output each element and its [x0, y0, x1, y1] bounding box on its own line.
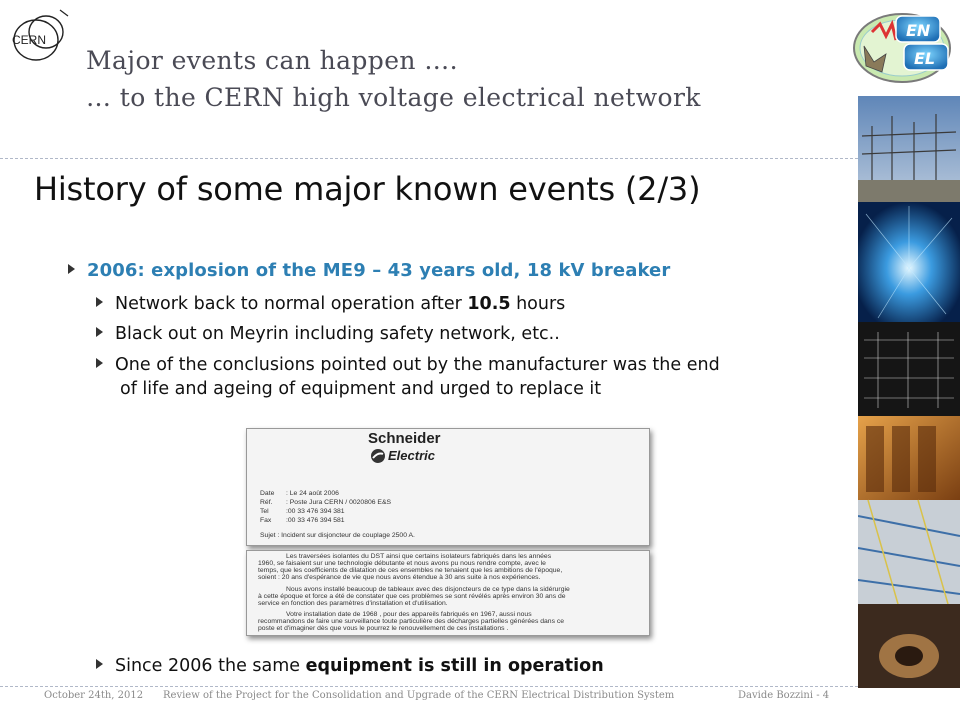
slide-title: [86, 42, 701, 116]
footer-author: Davide Bozzini - 4: [738, 690, 830, 701]
letter-fax-value: :00 33 476 394 581: [286, 517, 345, 524]
letter-tel-value: :00 33 476 394 381: [286, 508, 345, 515]
letter-date-value: : Le 24 août 2006: [286, 490, 339, 497]
cern-logo: [8, 6, 70, 68]
bullet-arrow-icon: [68, 264, 75, 274]
title-line-2: … to the CERN high voltage electrical network: [86, 83, 701, 112]
bullet-arrow-icon: [96, 358, 103, 368]
bullet-arrow-icon: [96, 297, 103, 307]
photo-strip: [858, 96, 960, 688]
letter-date-label: Date: [260, 490, 275, 497]
bullet-last: [96, 656, 604, 676]
bullet-sub-1-text-c: hours: [510, 294, 566, 314]
bullet-sub-3: [96, 355, 720, 375]
letter-p1-line-2: 1960, se faisaient sur une technologie débutante et nous avons pu nous rendre compte, avec le: [258, 560, 546, 567]
el-logo-text: EL: [914, 49, 936, 68]
bullet-sub-2: [96, 324, 560, 344]
letter-p2-line-3: service en fonction des paramètres d'installation et d'utilisation.: [258, 600, 448, 607]
letter-tel-label: Tel: [260, 508, 269, 515]
bullet-last-text-b: equipment is still in operation: [305, 656, 604, 676]
bullet-sub-3-line-1: One of the conclusions pointed out by the manufacturer was the end: [115, 355, 720, 375]
en-logo-text: EN: [906, 21, 931, 40]
letter-p3-line-1: Votre installation date de 1968 , pour des appareils fabriqués en 1967, aussi nous: [286, 611, 532, 618]
letter-p1-line-1: Les traversées isolantes du DST ainsi que certains isolateurs fabriqués dans les années: [286, 553, 552, 560]
letter-header-image: [246, 428, 650, 546]
letter-header-frame: [246, 428, 650, 546]
footer-divider: [0, 686, 858, 687]
letter-fax-label: Fax: [260, 517, 272, 524]
bullet-arrow-icon: [96, 327, 103, 337]
letter-p1-line-4: soient : 20 ans d'espérance de vie que nous avons étendue à 30 ans suite à nos expériences.: [258, 574, 541, 581]
bullet-sub-1-text-a: Network back to normal operation after: [115, 294, 468, 314]
letter-body-image: [246, 550, 650, 636]
bullet-arrow-icon: [96, 659, 103, 669]
letter-p2-line-1: Nous avons installé beaucoup de tableaux avec des disjoncteurs de ce type dans la sidérurgie: [286, 586, 570, 593]
bullet-main-text: 2006: explosion of the ME9 – 43 years old, 18 kV breaker: [87, 260, 671, 281]
bullet-sub-1-hours: 10.5: [467, 294, 511, 314]
letter-ref-label: Réf.: [260, 499, 273, 506]
bullet-last-text-a: Since 2006 the same: [115, 656, 306, 676]
letter-p3-line-2: recommandons de faire une surveillance toute particulière des décharges partielles générées dans ce: [258, 618, 565, 625]
letter-p2-line-2: à cette époque et force a été de constater que ces problèmes se sont révélés après environ 30 ans de: [258, 593, 566, 600]
letter-p1-line-3: temps, que les coefficients de dilatation de ces ensembles ne tenaient que les ambitions de l'époque,: [258, 567, 563, 574]
schneider-logo-text: Schneider: [368, 430, 441, 447]
en-el-logo: [846, 2, 954, 90]
letter-subject: Sujet : Incident sur disjoncteur de couplage 2500 A.: [260, 532, 415, 539]
schneider-logo-icon: [370, 448, 386, 464]
header-divider: [0, 158, 858, 159]
footer-title: Review of the Project for the Consolidation and Upgrade of the CERN Electrical Distribution System: [163, 690, 675, 701]
title-line-1: Major events can happen ….: [86, 46, 458, 75]
letter-p3-line-3: poste et d'imaginer dès que vous le pourrez le renouvellement de ces installations .: [258, 625, 509, 632]
slide-subtitle: History of some major known events (2/3): [34, 170, 701, 208]
bullet-sub-1: [96, 294, 565, 314]
cern-logo-text: CERN: [12, 33, 47, 47]
letter-ref-value: : Poste Jura CERN / 0020806 E&S: [286, 499, 392, 506]
bullet-main: [68, 260, 670, 281]
schneider-logo-subtext: Electric: [388, 448, 435, 463]
bullet-sub-2-text: Black out on Meyrin including safety network, etc..: [115, 324, 560, 344]
bullet-sub-3-line-2: of life and ageing of equipment and urged to replace it: [120, 379, 602, 399]
footer-date: October 24th, 2012: [44, 690, 144, 701]
